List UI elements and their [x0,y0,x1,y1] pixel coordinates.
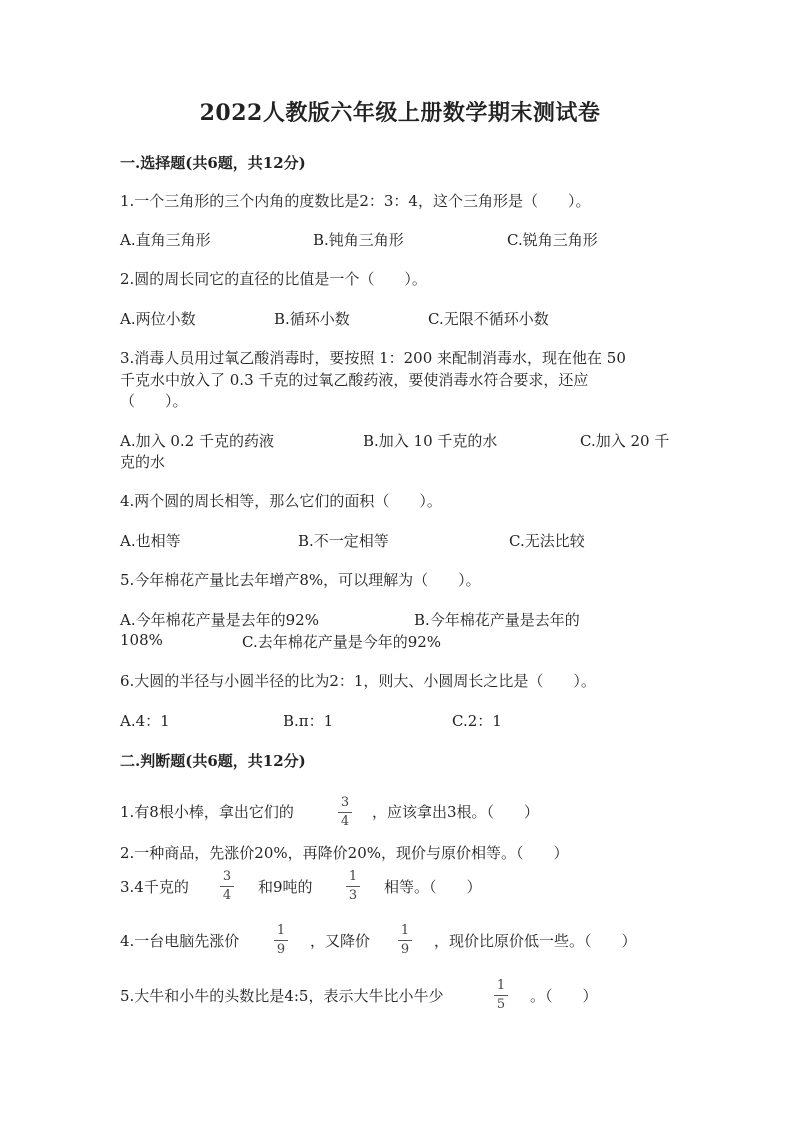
judge-1-text-end: ，应该拿出3根。（ ） [372,803,540,821]
judge-2: 2.一种商品，先涨价20%，再降价20%，现价与原价相等。（ ） [120,844,569,862]
q2-option-b: B.循环小数 [274,310,350,328]
question-3-line3: （ ）。 [120,392,188,410]
q1-option-a: A.直角三角形 [120,231,211,249]
judge-1-fraction [337,796,353,829]
q3-option-b: B.加入 10 千克的水 [363,432,498,450]
fraction-denominator: 3 [348,888,358,903]
q3-option-c: C.加入 20 千 [580,432,670,450]
question-3-line1: 3.消毒人员用过氧乙酸消毒时，要按照 1：200 来配制消毒水，现在他在 50 [120,349,626,367]
fraction-numerator: 1 [348,869,358,884]
judge-3-fraction-2 [345,870,361,903]
fraction-denominator: 9 [276,942,286,957]
fraction-denominator: 5 [496,997,506,1012]
fraction-numerator: 3 [222,869,232,884]
q6-option-a: A.4：1 [120,712,170,730]
q2-option-a: A.两位小数 [120,310,196,328]
q1-option-b: B.钝角三角形 [313,231,404,249]
fraction-bar [220,886,234,887]
question-2: 2.圆的周长同它的直径的比值是一个（ ）。 [120,270,427,288]
judge-4-text-mid: ，又降价 [310,932,371,950]
q3-option-c-cont: 克的水 [120,453,166,471]
section-heading-choice: 一.选择题(共6题，共12分) [120,154,306,172]
fraction-denominator: 9 [400,942,410,957]
question-5: 5.今年棉花产量比去年增产8%，可以理解为（ ）。 [120,571,481,589]
q4-option-b: B.不一定相等 [298,532,389,550]
judge-3-text: 3.4千克的 [120,878,189,896]
section-heading-judgement: 二.判断题(共6题，共12分) [120,752,306,770]
question-4: 4.两个圆的周长相等，那么它们的面积（ ）。 [120,492,442,510]
judge-4-fraction-1 [273,924,289,957]
q5-option-b-cont: 108% [120,631,163,649]
fraction-bar [494,995,508,996]
question-3-line2: 千克水中放入了 0.3 千克的过氧乙酸药液，要使消毒水符合要求，还应 [120,371,589,389]
judge-3-text-end: 相等。（ ） [384,878,482,896]
judge-5-text: 5.大牛和小牛的头数比是4:5，表示大牛比小牛少 [120,987,444,1005]
q5-option-c: C.去年棉花产量是今年的92% [242,633,442,651]
q4-option-c: C.无法比较 [509,532,585,550]
judge-4-fraction-2 [397,924,413,957]
page-title: 2022人教版六年级上册数学期末测试卷 [199,100,601,126]
judge-4-text: 4.一台电脑先涨价 [120,932,240,950]
fraction-numerator: 1 [276,923,286,938]
fraction-denominator: 4 [222,888,232,903]
q6-option-c: C.2：1 [452,712,502,730]
q6-option-b: B.π：1 [283,712,334,730]
q3-option-a: A.加入 0.2 千克的药液 [120,432,274,450]
fraction-numerator: 1 [496,978,506,993]
judge-5-fraction [493,979,509,1012]
judge-5-text-end: 。（ ） [530,987,598,1005]
q1-option-c: C.锐角三角形 [507,231,598,249]
fraction-bar [346,886,360,887]
judge-1-text: 1.有8根小棒，拿出它们的 [120,803,294,821]
q5-option-b: B.今年棉花产量是去年的 [414,611,580,629]
q4-option-a: A.也相等 [120,532,181,550]
fraction-numerator: 1 [400,923,410,938]
q5-option-a: A.今年棉花产量是去年的92% [120,611,319,629]
fraction-bar [338,812,352,813]
fraction-denominator: 4 [340,814,350,829]
fraction-numerator: 3 [340,795,350,810]
judge-3-fraction-1 [219,870,235,903]
fraction-bar [398,940,412,941]
question-1: 1.一个三角形的三个内角的度数比是2：3：4，这个三角形是（ ）。 [120,192,591,210]
judge-3-text-mid: 和9吨的 [258,878,313,896]
fraction-bar [274,940,288,941]
q2-option-c: C.无限不循环小数 [428,310,549,328]
judge-4-text-end: ，现价比原价低一些。（ ） [434,932,637,950]
question-6: 6.大圆的半径与小圆半径的比为2：1，则大、小圆周长之比是（ ）。 [120,672,596,690]
